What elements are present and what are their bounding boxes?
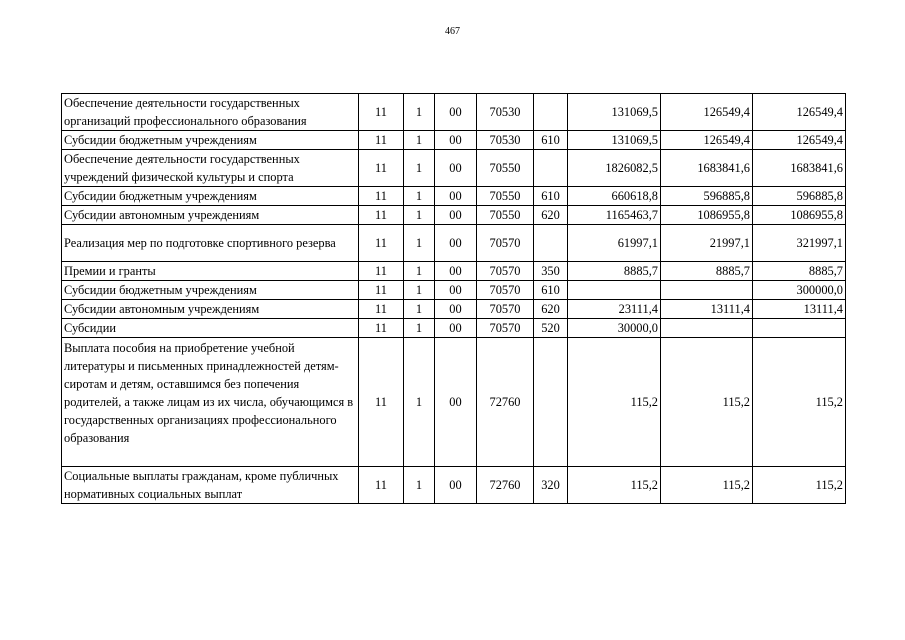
amount-3: 321997,1 [753,225,846,262]
target-code: 72760 [477,338,534,467]
target-code: 72760 [477,467,534,504]
section-code: 11 [359,281,404,300]
amount-2: 1086955,8 [661,206,753,225]
row-name: Субсидии бюджетным учреждениям [62,131,359,150]
target-code: 70530 [477,94,534,131]
row-name: Обеспечение деятельности государственных организаций профессионального образования [62,94,359,131]
amount-2 [661,319,753,338]
amount-1: 131069,5 [568,131,661,150]
amount-1: 23111,4 [568,300,661,319]
program-code: 00 [435,225,477,262]
section-code: 11 [359,187,404,206]
amount-1: 115,2 [568,467,661,504]
program-code: 00 [435,281,477,300]
amount-1: 131069,5 [568,94,661,131]
expense-type-code: 520 [534,319,568,338]
amount-1: 30000,0 [568,319,661,338]
amount-1: 61997,1 [568,225,661,262]
amount-2 [661,281,753,300]
amount-2: 8885,7 [661,262,753,281]
amount-1: 660618,8 [568,187,661,206]
target-code: 70570 [477,225,534,262]
expense-type-code: 610 [534,187,568,206]
expense-type-code: 620 [534,300,568,319]
row-name: Субсидии [62,319,359,338]
subsection-code: 1 [404,300,435,319]
subsection-code: 1 [404,150,435,187]
target-code: 70570 [477,300,534,319]
expense-type-code: 320 [534,467,568,504]
program-code: 00 [435,131,477,150]
section-code: 11 [359,206,404,225]
table-row [62,94,846,131]
subsection-code: 1 [404,131,435,150]
row-name: Субсидии бюджетным учреждениям [62,187,359,206]
row-name: Субсидии бюджетным учреждениям [62,281,359,300]
target-code: 70570 [477,319,534,338]
target-code: 70570 [477,262,534,281]
row-name: Обеспечение деятельности государственных учреждений физической культуры и спорта [62,150,359,187]
expense-type-code [534,94,568,131]
table-row [62,338,846,467]
table-row [62,467,846,504]
expense-type-code: 620 [534,206,568,225]
amount-3: 8885,7 [753,262,846,281]
row-name: Социальные выплаты гражданам, кроме публичных нормативных социальных выплат [62,467,359,504]
section-code: 11 [359,94,404,131]
table-body [62,94,846,504]
amount-2: 13111,4 [661,300,753,319]
amount-2: 126549,4 [661,131,753,150]
amount-1: 115,2 [568,338,661,467]
expense-type-code [534,150,568,187]
table-row [62,300,846,319]
subsection-code: 1 [404,467,435,504]
amount-3: 1086955,8 [753,206,846,225]
target-code: 70550 [477,206,534,225]
table-row [62,319,846,338]
section-code: 11 [359,338,404,467]
expense-type-code [534,338,568,467]
program-code: 00 [435,300,477,319]
amount-2: 126549,4 [661,94,753,131]
expense-type-code: 610 [534,131,568,150]
subsection-code: 1 [404,338,435,467]
amount-2: 115,2 [661,338,753,467]
expense-type-code [534,225,568,262]
row-name: Субсидии автономным учреждениям [62,206,359,225]
amount-1: 1826082,5 [568,150,661,187]
row-name: Субсидии автономным учреждениям [62,300,359,319]
row-name: Выплата пособия на приобретение учебной литературы и письменных принадлежностей детям-сиротам и детям, оставшимся без попечения родителей, а также лицам из их числа, обучающимся в государственных организациях профессионального образования [62,338,359,467]
program-code: 00 [435,187,477,206]
program-code: 00 [435,319,477,338]
section-code: 11 [359,262,404,281]
amount-3: 1683841,6 [753,150,846,187]
program-code: 00 [435,338,477,467]
program-code: 00 [435,94,477,131]
program-code: 00 [435,467,477,504]
program-code: 00 [435,206,477,225]
amount-3: 115,2 [753,467,846,504]
section-code: 11 [359,319,404,338]
section-code: 11 [359,131,404,150]
target-code: 70530 [477,131,534,150]
target-code: 70570 [477,281,534,300]
table-row [62,281,846,300]
table-row [62,131,846,150]
subsection-code: 1 [404,319,435,338]
row-name: Реализация мер по подготовке спортивного резерва [62,225,359,262]
amount-2: 596885,8 [661,187,753,206]
amount-3: 13111,4 [753,300,846,319]
amount-3: 115,2 [753,338,846,467]
amount-3 [753,319,846,338]
subsection-code: 1 [404,94,435,131]
amount-2: 1683841,6 [661,150,753,187]
amount-1 [568,281,661,300]
subsection-code: 1 [404,206,435,225]
section-code: 11 [359,467,404,504]
row-name: Премии и гранты [62,262,359,281]
section-code: 11 [359,225,404,262]
amount-2: 115,2 [661,467,753,504]
table-row [62,187,846,206]
amount-3: 596885,8 [753,187,846,206]
target-code: 70550 [477,150,534,187]
section-code: 11 [359,300,404,319]
amount-2: 21997,1 [661,225,753,262]
amount-1: 1165463,7 [568,206,661,225]
table-row [62,150,846,187]
amount-3: 126549,4 [753,94,846,131]
subsection-code: 1 [404,187,435,206]
section-code: 11 [359,150,404,187]
expense-type-code: 610 [534,281,568,300]
subsection-code: 1 [404,281,435,300]
page-number: 467 [445,26,460,37]
amount-3: 300000,0 [753,281,846,300]
budget-table [61,93,846,504]
target-code: 70550 [477,187,534,206]
program-code: 00 [435,150,477,187]
expense-type-code: 350 [534,262,568,281]
amount-1: 8885,7 [568,262,661,281]
table-row [62,262,846,281]
amount-3: 126549,4 [753,131,846,150]
subsection-code: 1 [404,262,435,281]
table-row [62,225,846,262]
table-row [62,206,846,225]
subsection-code: 1 [404,225,435,262]
program-code: 00 [435,262,477,281]
